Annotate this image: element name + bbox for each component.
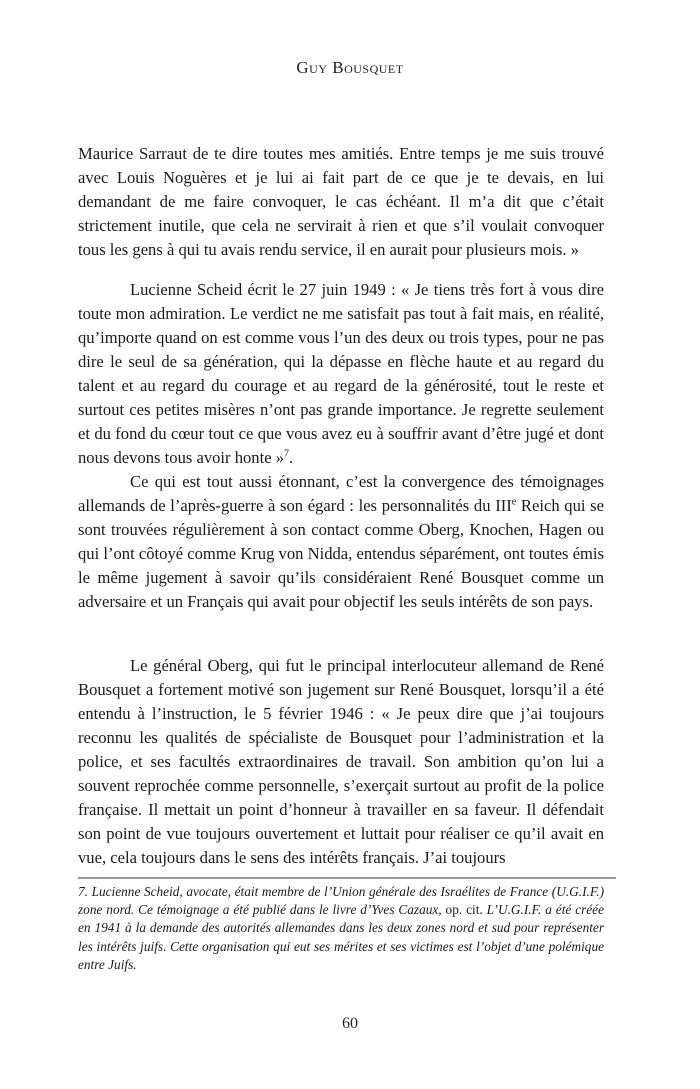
paragraph-text: Le général Oberg, qui fut le principal interlocuteur allemand de René Bousquet a fortement motivé son jugement sur René Bousquet, lorsqu’il a été entendu à l’instruction, le 5 février 1946 : « Je peux dire que j’ai toujours reconnu les qualités de spécialiste de Bousquet pour l’administration et la police, et ses facultés extraordinaires de travail. Son ambition qu’on lui a souvent reprochée comme personnelle, s’exerçait surtout au profit de la police française. Il mettait un point d’honneur à travailler en sa faveur. Il défendait son point de vue toujours ouvertement et luttait pour réaliser ce qu’il avait en vue, cela toujours dans le sens des intérêts français. J’ai toujours — [78, 656, 604, 867]
footnote-reference[interactable]: 7 — [284, 448, 290, 460]
paragraph-oberg — [78, 654, 604, 870]
paragraph-text: Ce qui est tout aussi étonnant, c’est la convergence des témoignages allemands de l’après-guerre à son égard : les personnalités du III — [78, 472, 604, 515]
page-number: 60 — [342, 1015, 358, 1032]
footnotes — [78, 883, 604, 974]
paragraph-text: Lucienne Scheid écrit le 27 juin 1949 : « Je tiens très fort à vous dire toute mon admiration. Le verdict ne me satisfait pas tout à fait mais, en réalité, qu’importe quand on est comme vous l’un des deux ou trois types, pour ne pas dire le seul de sa génération, qui la dépasse en flèche haute et au regard du talent et au regard du courage et au regard de la générosité, tout le reste et surtout ces petites misères n’ont pas grande importance. Je regrette seulement et du fond du cœur tout ce que vous avez eu à souffrir avant d’être jugé et dont nous devons tous avoir honte » — [78, 280, 604, 467]
footnote-separator — [78, 877, 616, 879]
footnote-number: 7. — [78, 884, 88, 899]
paragraph-german-testimonies: Ce qui est tout aussi étonnant, c’est la convergence des témoignages allemands de l’après-guerre à son égard : les personnalités du IIIe Reich qui se sont trouvées régulièrement à son contact comme Oberg, Knochen, Hagen ou qui l’ont côtoyé comme Krug von Nidda, entendus séparément, ont toutes émis le même jugement à savoir qu’ils considéraient René Bousquet comme un adversaire et un Français qui avait pour objectif les seuls intérêts de son pays. — [78, 472, 604, 611]
superscript-e: e — [511, 496, 517, 508]
paragraph-text: Maurice Sarraut de te dire toutes mes amitiés. Entre temps je me suis trouvé avec Louis Noguères et je lui ai fait part de ce que je te devais, en lui demandant de me faire convoquer, le cas échéant. Il m’a dit que c’était strictement inutile, que cela ne servirait à rien et que s’il voulait convoquer tous les gens à qui tu avais rendu service, il en aurait pour plusieurs mois. » — [78, 144, 604, 259]
paragraph-scheid-letter: Lucienne Scheid écrit le 27 juin 1949 : « Je tiens très fort à vous dire toute mon admiration. Le verdict ne me satisfait pas tout à fait mais, en réalité, qu’importe quand on est comme vous l’un des deux ou trois types, pour ne pas dire le seul de sa génération, qui la dépasse en flèche haute et au regard du talent et au regard du courage et au regard de la générosité, tout le reste et surtout ces petites misères n’ont pas grande importance. Je regrette seulement et du fond du cœur tout ce que vous avez eu à souffrir avant d’être jugé et dont nous devons tous avoir honte »$^7$. Ce qui est tout aussi étonnant, c’est la convergence des témoignages allemands de l’après-guerre à son égard : les personnalités du IIIe Reich qui se sont trouvées régulièrement à son contact comme Oberg, Knochen, Hagen ou qui l’ont côtoyé comme Krug von Nidda, entendus séparément, ont toutes émis le même jugement à savoir qu’ils considéraient René Bousquet comme un adversaire et un Français qui avait pour objectif les seuls intérêts de son pays. — [78, 278, 604, 614]
running-head: Guy Bousquet — [296, 58, 404, 77]
footnote-7: 7. Lucienne Scheid, avocate, était membre de l’Union générale des Israélites de France (U.G.I.F.) zone nord. Ce témoignage a été publié dans le livre d’Yves Cazaux, op. cit. L’U.G.I.F. a été créée en 1941 à la demande des autorités allemandes dans les deux zones nord et sud pour représenter les intérêts juifs. Cette organisation qui eut ses mérites et ses victimes est l’objet d’une polémique entre Juifs. — [78, 884, 604, 972]
paragraph-continuation — [78, 142, 604, 262]
